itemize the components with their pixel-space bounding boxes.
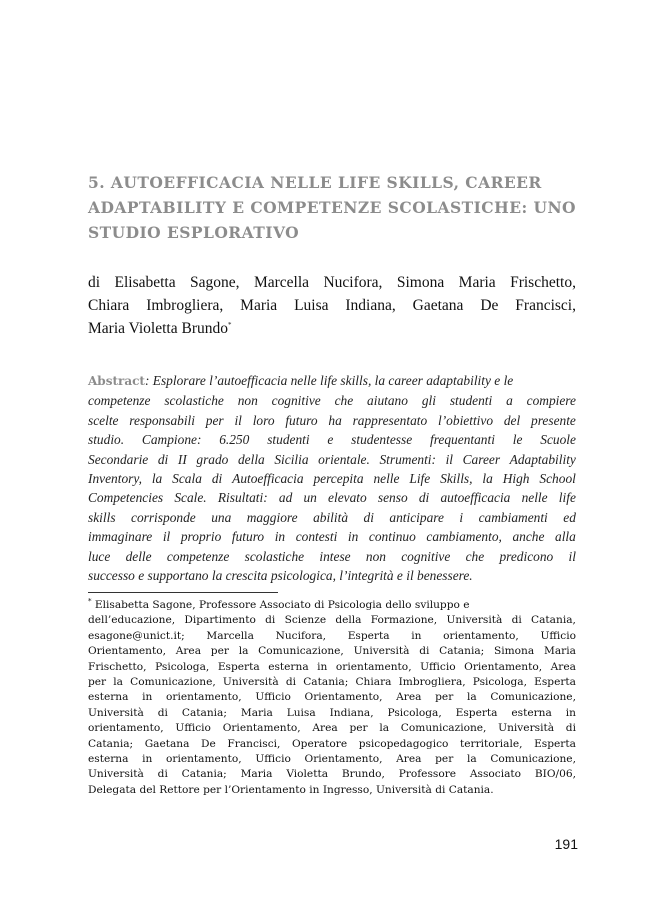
abstract-line (88, 371, 576, 391)
footnote-separator (88, 592, 278, 593)
author-line-text: Maria Violetta Brundo (88, 320, 228, 337)
footnote-line: Università di Catania; Maria Luisa Indiana, Psicologa, Esperta esterna in (88, 706, 576, 719)
abstract (88, 371, 576, 585)
chapter-title-line: ADAPTABILITY E COMPETENZE SCOLASTICHE: UNO (88, 198, 577, 217)
abstract-line: skills corrisponde una maggiore abilità di anticipare i cambiamenti ed (88, 509, 576, 525)
abstract-line: scelte responsabili per il loro futuro ha rappresentato l’obiettivo del presente (88, 412, 576, 428)
abstract-line: Secondarie di II grado della Sicilia orientale. Strumenti: il Career Adaptability (88, 451, 576, 467)
abstract-line: studio. Campione: 6.250 studenti e studentesse frequentanti le Scuole (88, 432, 576, 448)
page-number: 191 (554, 836, 578, 852)
footnote-line: dell’educazione, Dipartimento di Scienze della Formazione, Università di Catania, (88, 614, 576, 627)
abstract-line: immaginare il proprio futuro in contesti in continuo cambiamento, anche alla (88, 529, 576, 545)
abstract-text: : Esplorare l’autoefficacia nelle life skills, la career adaptability e le (144, 373, 514, 388)
footnote-line: orientamento, Ufficio Orientamento, Area per la Comunicazione, Università di (88, 722, 576, 735)
abstract-line: Competencies Scale. Risultati: ad un elevato senso di autoefficacia nelle life (88, 490, 576, 506)
abstract-line: successo e supportano la crescita psicologica, l’integrità e il benessere. (88, 568, 473, 584)
footnote-line: per la Comunicazione, Università di Catania; Chiara Imbrogliera, Psicologa, Esperta (88, 676, 576, 689)
abstract-label: Abstract (88, 374, 145, 388)
footnote-line: esterna in orientamento, Ufficio Orientamento, Area per la Comunicazione, (88, 691, 576, 704)
footnote-reference-mark: * (227, 320, 232, 329)
footnote-text: Elisabetta Sagone, Professore Associato di Psicologia dello sviluppo e (91, 599, 470, 611)
author-line: Chiara Imbrogliera, Maria Luisa Indiana, Gaetana De Francisci, (88, 297, 576, 314)
footnote-line: esagone@unict.it; Marcella Nucifora, Esperta in orientamento, Ufficio (88, 629, 576, 642)
abstract-line: luce delle competenze scolastiche intese non cognitive che predicono il (88, 548, 576, 564)
footnote-line: Catania; Gaetana De Francisci, Operatore psicopedagogico territoriale, Esperta (88, 737, 576, 750)
abstract-line: competenze scolastiche non cognitive che aiutano gli studenti a compiere (88, 393, 576, 409)
footnote-mark: * (88, 597, 92, 606)
footnote-line: Università di Catania; Maria Violetta Brundo, Professore Associato BIO/06, (88, 768, 576, 781)
chapter-title (88, 170, 578, 245)
footnote (88, 598, 576, 798)
author-line: di Elisabetta Sagone, Marcella Nucifora, Simona Maria Frischetto, (88, 274, 576, 291)
author-line (88, 317, 576, 340)
author-list (88, 271, 576, 340)
footnote-line: Frischetto, Psicologa, Esperta esterna in orientamento, Ufficio Orientamento, Area (88, 660, 576, 673)
footnote-line: Orientamento, Area per la Comunicazione, Università di Catania; Simona Maria (88, 645, 576, 658)
footnote-line: esterna in orientamento, Ufficio Orientamento, Area per la Comunicazione, (88, 753, 576, 766)
abstract-line: Inventory, la Scala di Autoefficacia percepita nelle Life Skills, la High School (88, 471, 576, 487)
footnote-line (88, 598, 576, 613)
footnote-line: Delegata del Rettore per l’Orientamento in Ingresso, Università di Catania. (88, 783, 494, 796)
chapter-title-line: 5. AUTOEFFICACIA NELLE LIFE SKILLS, CAREER (88, 173, 542, 192)
chapter-title-line: STUDIO ESPLORATIVO (88, 223, 300, 242)
